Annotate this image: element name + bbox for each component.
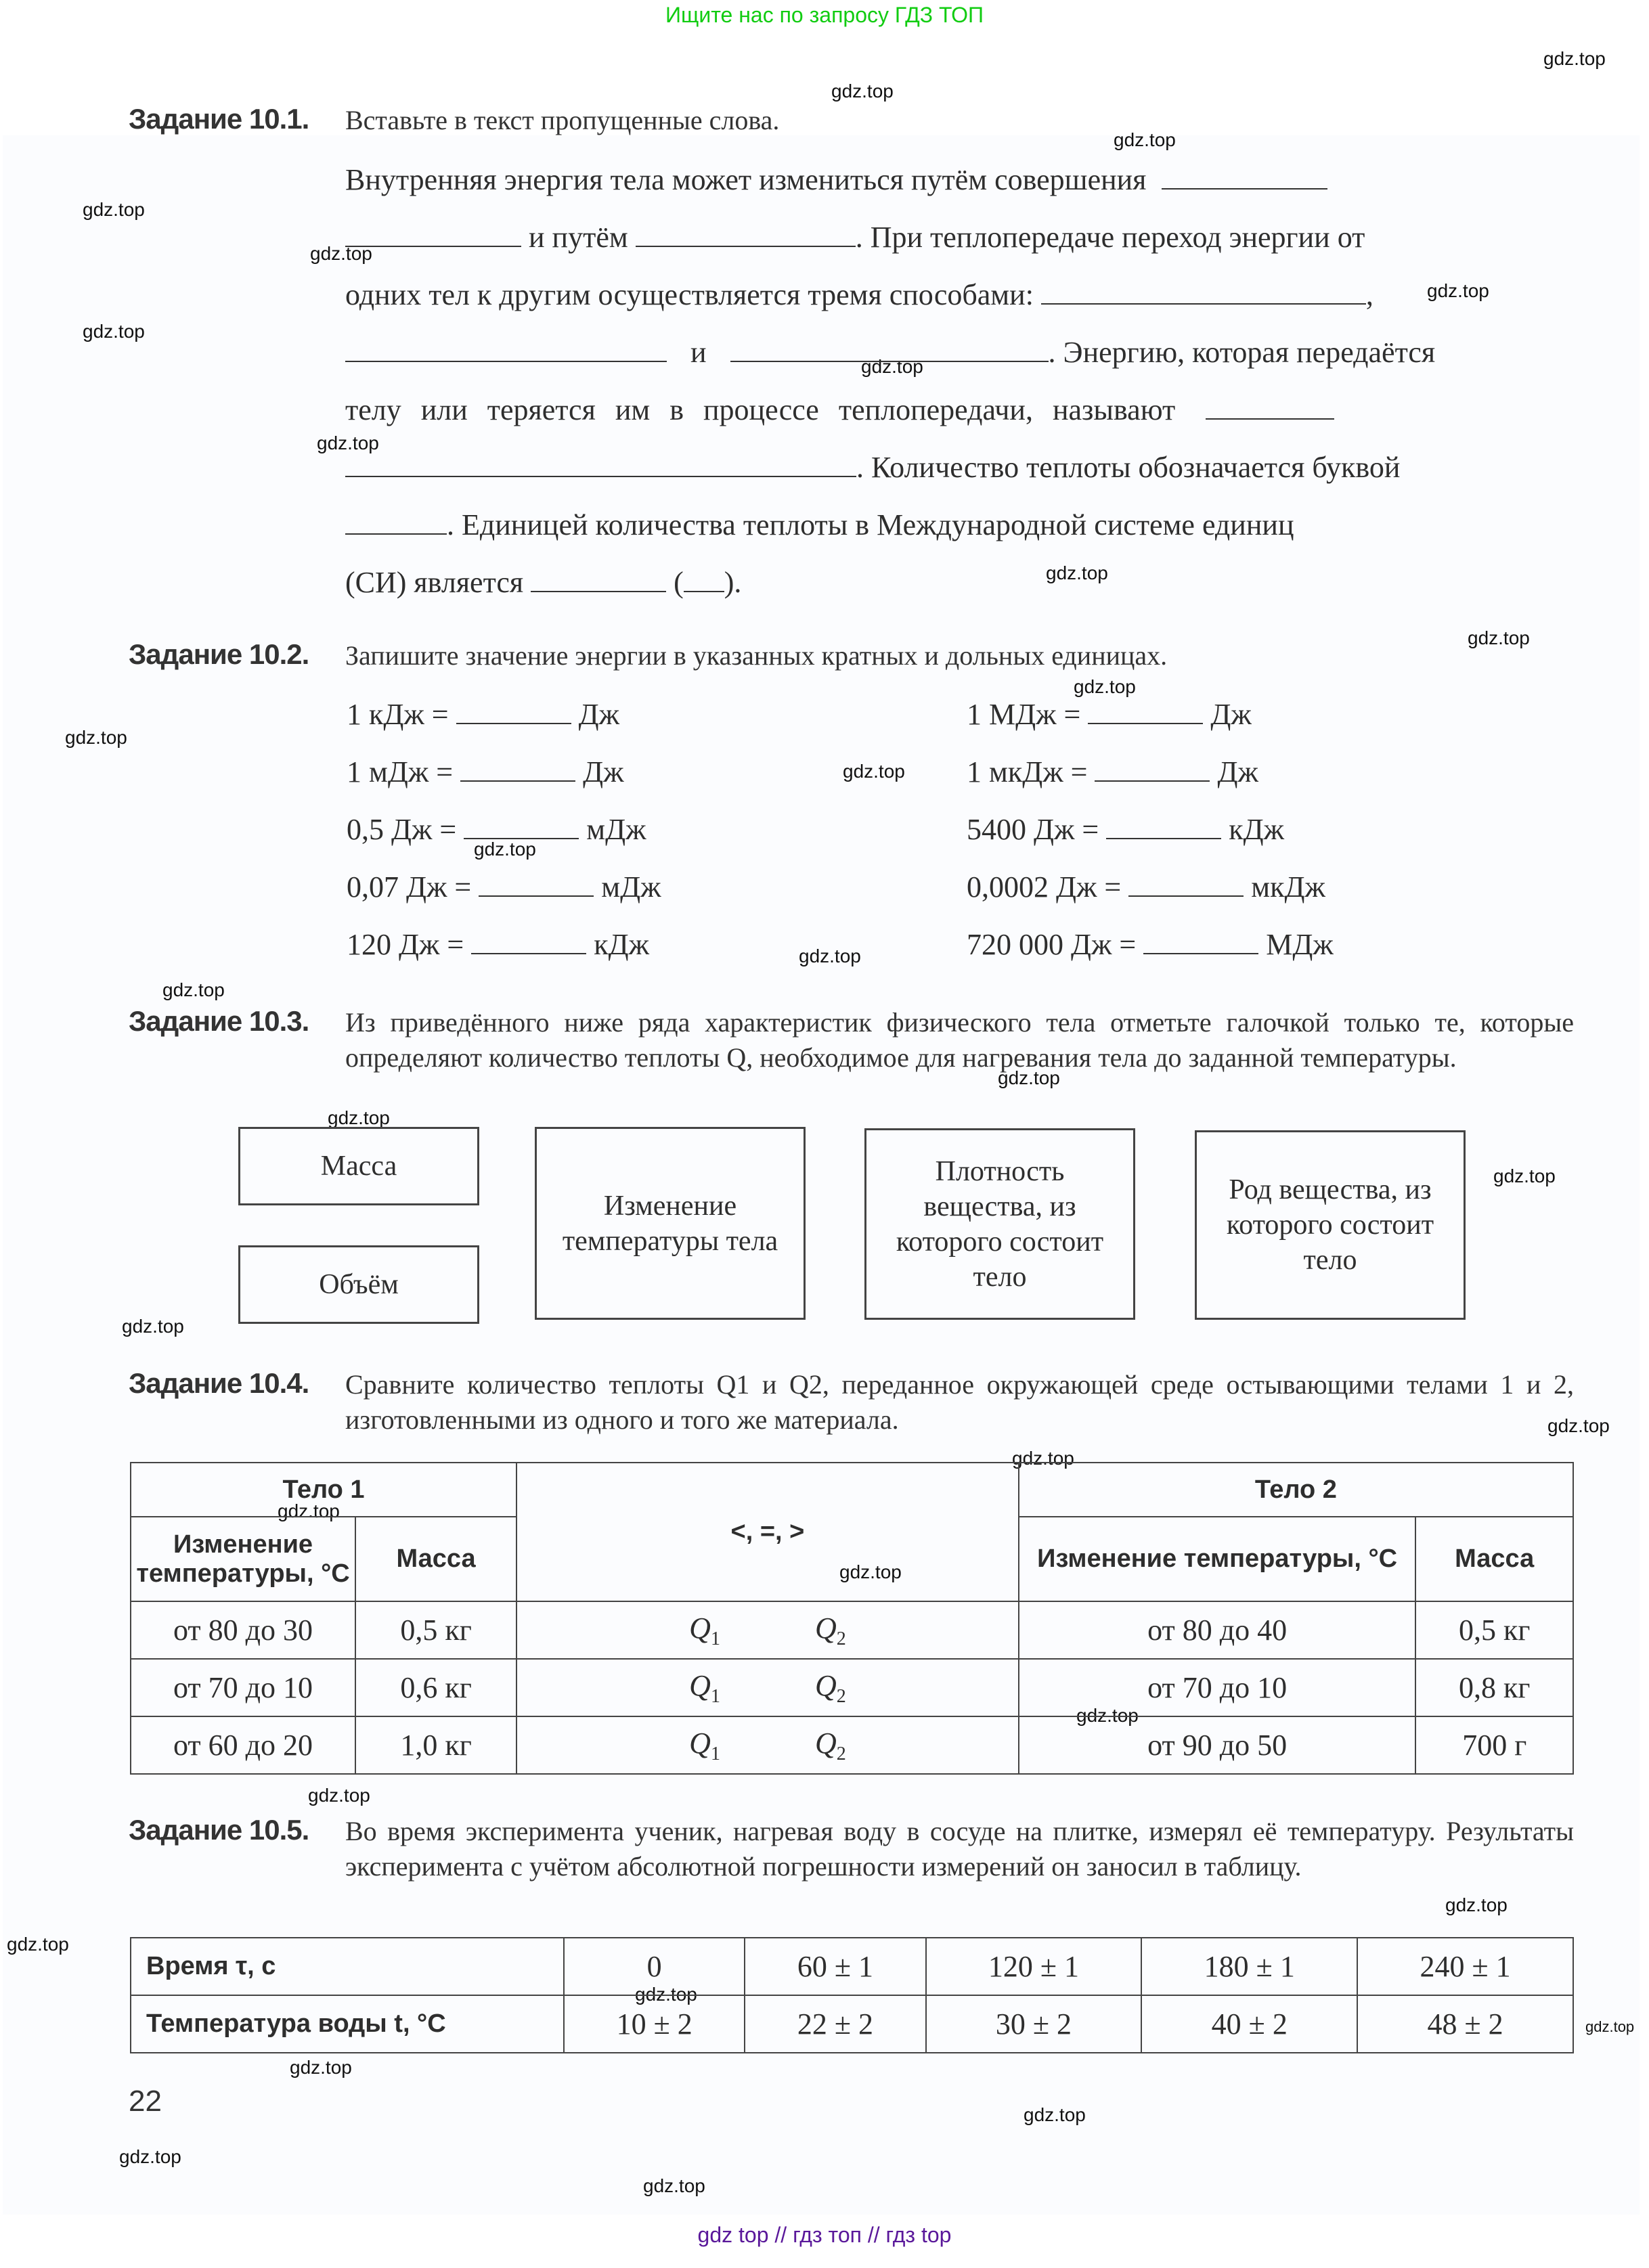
task-10-1-instruction: Вставьте в текст пропущенные слова. xyxy=(345,105,780,135)
option-box-temperature-change[interactable]: Изменение температуры тела xyxy=(535,1127,806,1320)
expression: 1 мДж = xyxy=(347,755,454,788)
cell-time: 180 ± 1 xyxy=(1141,1938,1357,1995)
expression: 0,0002 Дж = xyxy=(967,870,1122,904)
answer-blank[interactable] xyxy=(1162,165,1327,190)
watermark: gdz.top xyxy=(1468,627,1530,648)
unit: мДж xyxy=(586,813,646,846)
conversion-item xyxy=(347,755,624,789)
header-temp-change-1: Изменение температуры, °С xyxy=(131,1517,355,1601)
answer-blank[interactable] xyxy=(730,338,1049,362)
answer-blank[interactable] xyxy=(479,872,594,897)
conversion-item xyxy=(347,697,619,732)
answer-blank[interactable] xyxy=(345,510,447,535)
task-10-1-label: Задание 10.1. xyxy=(129,103,309,135)
expression: 1 МДж = xyxy=(967,698,1081,731)
unit: МДж xyxy=(1266,928,1334,961)
answer-blank[interactable] xyxy=(531,568,666,592)
unit: кДж xyxy=(594,928,650,961)
header-body-1: Тело 1 xyxy=(131,1463,516,1517)
watermark: gdz.top xyxy=(861,356,923,377)
header-mass-1: Масса xyxy=(355,1517,516,1601)
option-box-substance-type[interactable]: Род вещества, из которого состоит тело xyxy=(1195,1130,1466,1320)
cell-time: 240 ± 1 xyxy=(1357,1938,1573,1995)
q2-symbol: Q xyxy=(814,1668,837,1702)
cell-mass-1: 0,5 кг xyxy=(355,1601,516,1659)
bottom-banner[interactable]: gdz top // гдз топ // гдз top xyxy=(697,2223,952,2247)
conversion-item xyxy=(347,870,661,904)
text: одних тел к другим осуществляется тремя способами: xyxy=(345,278,1034,311)
top-banner[interactable]: Ищите нас по запросу ГДЗ ТОП xyxy=(665,3,984,27)
unit: Дж xyxy=(578,698,620,731)
table-row xyxy=(131,1938,1573,1995)
option-box-volume[interactable]: Объём xyxy=(238,1245,479,1324)
answer-blank[interactable] xyxy=(1041,280,1366,305)
task-10-3-label: Задание 10.3. xyxy=(129,1005,309,1037)
option-box-mass[interactable]: Масса xyxy=(238,1127,479,1205)
table-row xyxy=(131,1716,1573,1774)
watermark: gdz.top xyxy=(1427,280,1489,301)
cell-time: 0 xyxy=(564,1938,745,1995)
task-10-5-label: Задание 10.5. xyxy=(129,1814,309,1846)
task-10-1-line-7 xyxy=(345,508,1294,542)
cell-temp-1: от 80 до 30 xyxy=(131,1601,355,1659)
watermark: gdz.top xyxy=(635,1984,697,2005)
cell-temperature: 48 ± 2 xyxy=(1357,1995,1573,2053)
watermark: gdz.top xyxy=(799,946,861,966)
unit: Дж xyxy=(1217,755,1258,788)
page-number: 22 xyxy=(129,2085,162,2118)
table-row xyxy=(131,1601,1573,1659)
unit: Дж xyxy=(583,755,624,788)
q2-symbol: Q xyxy=(814,1726,837,1760)
header-body-2: Тело 2 xyxy=(1019,1463,1573,1517)
answer-blank[interactable] xyxy=(345,453,856,477)
cell-temp-2: от 90 до 50 xyxy=(1019,1716,1416,1774)
watermark: gdz.top xyxy=(831,81,894,102)
expression: 5400 Дж = xyxy=(967,813,1099,846)
unit: кДж xyxy=(1229,813,1285,846)
expression: 0,5 Дж = xyxy=(347,813,457,846)
conversion-item xyxy=(967,812,1284,847)
task-10-1-line-3: одних тел к другим осуществляется тремя способами: , xyxy=(345,278,1373,311)
answer-blank[interactable] xyxy=(456,700,571,724)
text: (СИ) является xyxy=(345,566,524,599)
watermark: gdz.top xyxy=(643,2175,705,2196)
cell-compare[interactable]: $Q_1$ $Q_2$ xyxy=(516,1659,1019,1716)
cell-mass-1: 1,0 кг xyxy=(355,1716,516,1774)
watermark: gdz.top xyxy=(843,761,905,782)
answer-blank[interactable] xyxy=(345,338,667,362)
expression: 0,07 Дж = xyxy=(347,870,472,904)
text: и путём xyxy=(529,221,628,254)
text: ). xyxy=(724,566,742,599)
task-10-3-instruction: Из приведённого ниже ряда характеристик физического тела отметьте галочкой только те, которые определяют количество теплоты Q, необходимое для нагревания тела до заданной температуры. xyxy=(345,1007,1574,1073)
task-10-2-instruction: Запишите значение энергии в указанных кратных и дольных единицах. xyxy=(345,640,1168,671)
table-row xyxy=(131,1659,1573,1716)
cell-mass-2: 0,8 кг xyxy=(1415,1659,1573,1716)
cell-mass-2: 700 г xyxy=(1415,1716,1573,1774)
task-10-5-instruction: Во время эксперимента ученик, нагревая воду в сосуде на плитке, измерял её температуру. Результаты эксперимента с учётом абсолютной погрешности измерений он заносил в таблицу. xyxy=(345,1816,1574,1882)
unit: мкДж xyxy=(1251,870,1325,904)
q2-symbol: Q xyxy=(814,1611,837,1645)
task-10-4-label: Задание 10.4. xyxy=(129,1367,309,1399)
watermark: gdz.top xyxy=(83,321,145,342)
expression: 720 000 Дж = xyxy=(967,928,1137,961)
cell-temperature: 30 ± 2 xyxy=(926,1995,1142,2053)
answer-blank[interactable] xyxy=(471,930,586,954)
watermark: gdz.top xyxy=(839,1561,902,1582)
conversion-item xyxy=(967,927,1334,962)
comparison-table xyxy=(130,1462,1574,1775)
watermark: gdz.top xyxy=(1547,1415,1610,1436)
watermark: gdz.top xyxy=(1445,1894,1508,1915)
cell-mass-1: 0,6 кг xyxy=(355,1659,516,1716)
cell-compare[interactable]: $Q_1$ $Q_2$ xyxy=(516,1601,1019,1659)
conversion-item xyxy=(967,697,1252,732)
cell-temp-2: от 80 до 40 xyxy=(1019,1601,1416,1659)
task-10-1-line-1 xyxy=(345,162,1327,197)
cell-temperature: 10 ± 2 xyxy=(564,1995,745,2053)
answer-blank[interactable] xyxy=(460,757,575,782)
conversion-item xyxy=(967,870,1325,904)
watermark: gdz.top xyxy=(998,1067,1060,1088)
watermark: gdz.top xyxy=(1543,48,1606,69)
watermark: gdz.top xyxy=(65,727,127,748)
watermark: gdz.top xyxy=(317,432,379,453)
watermark: gdz.top xyxy=(474,839,536,860)
unit: мДж xyxy=(601,870,661,904)
task-10-1-line-5 xyxy=(345,393,1334,427)
q1-symbol: Q xyxy=(689,1668,711,1702)
option-box-density[interactable]: Плотность вещества, из которого состоит тело xyxy=(864,1128,1135,1320)
expression: 120 Дж = xyxy=(347,928,464,961)
watermark: gdz.top xyxy=(7,1934,69,1955)
answer-blank[interactable] xyxy=(1095,757,1210,782)
watermark: gdz.top xyxy=(1585,2018,1635,2035)
expression: 1 мкДж = xyxy=(967,755,1088,788)
text: телу или теряется им в процессе теплопередачи, называют xyxy=(345,393,1176,426)
text: . Количество теплоты обозначается буквой xyxy=(856,451,1401,484)
expression: 1 кДж = xyxy=(347,698,449,731)
cell-temperature: 22 ± 2 xyxy=(745,1995,925,2053)
watermark: gdz.top xyxy=(83,199,145,220)
watermark: gdz.top xyxy=(1046,562,1108,583)
task-10-1-line-6 xyxy=(345,450,1400,485)
task-10-4-instruction: Сравните количество теплоты Q1 и Q2, переданное окружающей среде остывающими телами 1 и 2, изготовленными из одного и того же материала. xyxy=(345,1369,1574,1435)
answer-blank[interactable] xyxy=(1088,700,1203,724)
text: и xyxy=(690,336,707,369)
answer-blank[interactable] xyxy=(1206,395,1334,420)
row-label-temperature: Температура воды t, °С xyxy=(131,1995,564,2053)
task-10-1-line-2 xyxy=(345,220,1365,254)
answer-blank[interactable] xyxy=(636,223,856,247)
cell-temp-1: от 70 до 10 xyxy=(131,1659,355,1716)
cell-time: 120 ± 1 xyxy=(926,1938,1142,1995)
answer-blank[interactable] xyxy=(345,223,521,247)
header-mass-2: Масса xyxy=(1415,1517,1573,1601)
task-10-1-line-4 xyxy=(345,335,1435,370)
cell-compare[interactable]: $Q_1$ $Q_2$ xyxy=(516,1716,1019,1774)
answer-blank[interactable] xyxy=(1128,872,1244,897)
watermark: gdz.top xyxy=(1076,1705,1139,1726)
watermark: gdz.top xyxy=(1012,1448,1074,1469)
watermark: gdz.top xyxy=(122,1316,184,1337)
header-temp-change-2: Изменение температуры, °С xyxy=(1019,1517,1416,1601)
cell-temperature: 40 ± 2 xyxy=(1141,1995,1357,2053)
header-compare: <, =, > xyxy=(516,1463,1019,1601)
watermark: gdz.top xyxy=(162,979,225,1000)
experiment-table xyxy=(130,1937,1574,2053)
text: Внутренняя энергия тела может измениться путём совершения xyxy=(345,163,1147,196)
unit: Дж xyxy=(1210,698,1252,731)
answer-blank[interactable] xyxy=(1106,815,1221,839)
conversion-item xyxy=(347,812,646,847)
text: . При теплопередаче переход энергии от xyxy=(855,221,1365,254)
text: . Энергию, которая передаётся xyxy=(1048,336,1436,369)
cell-temp-1: от 60 до 20 xyxy=(131,1716,355,1774)
cell-mass-2: 0,5 кг xyxy=(1415,1601,1573,1659)
text: ( xyxy=(674,566,684,599)
text: . Единицей количества теплоты в Международной системе единиц xyxy=(447,508,1294,541)
q1-symbol: Q xyxy=(689,1726,711,1760)
watermark: gdz.top xyxy=(278,1500,340,1521)
watermark: gdz.top xyxy=(308,1785,370,1806)
watermark: gdz.top xyxy=(119,2146,181,2167)
row-label-time: Время τ, с xyxy=(131,1938,564,1995)
watermark: gdz.top xyxy=(1024,2104,1086,2125)
watermark: gdz.top xyxy=(328,1107,390,1128)
q1-symbol: Q xyxy=(689,1611,711,1645)
watermark: gdz.top xyxy=(1074,676,1136,697)
conversion-item xyxy=(347,927,649,962)
watermark: gdz.top xyxy=(290,2057,352,2078)
task-10-2-label: Задание 10.2. xyxy=(129,638,309,670)
answer-blank[interactable] xyxy=(684,568,724,592)
table-row xyxy=(131,1995,1573,2053)
task-10-1-line-8 xyxy=(345,565,741,600)
conversion-item xyxy=(967,755,1258,789)
watermark: gdz.top xyxy=(310,243,372,264)
cell-time: 60 ± 1 xyxy=(745,1938,925,1995)
answer-blank[interactable] xyxy=(1143,930,1258,954)
watermark: gdz.top xyxy=(1493,1165,1556,1186)
cell-temp-2: от 70 до 10 xyxy=(1019,1659,1416,1716)
answer-blank[interactable] xyxy=(464,815,579,839)
watermark: gdz.top xyxy=(1114,129,1176,150)
